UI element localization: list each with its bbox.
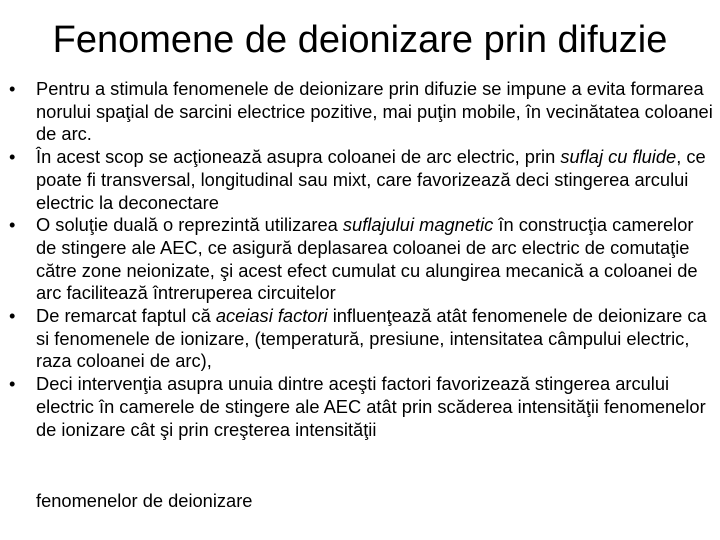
bullet-icon: • [9,305,16,327]
bullet-text: influenţează atât fenomenele de deionizare ca si fenomenele de ionizare, (temperatură, presiune, intensitatea câmpului electric, raza coloanei de arc), [36,305,707,372]
bullet-text: , ce poate fi transversal, longitudinal sau mixt, care favorizează deci stingerea arcului electric la deconectare [36,146,706,213]
bullet-item [0,214,720,305]
bullet-icon: • [9,78,16,99]
bullet-item [0,305,720,373]
bullet-item [0,373,720,441]
bullet-text: Pentru a stimula fenomenele de deionizare prin difuzie se impune a evita formarea norului spaţial de sarcini electrice pozitive, mai puţin mobile, în vecinătatea coloanei de arc. [36,78,713,145]
bullet-icon: • [9,373,16,395]
bullet-text: în construcţia camerelor de stingere ale AEC, ce asigură deplasarea coloanei de arc electric de comutaţie către zone neionizate, şi acest efect cumulat cu alungirea mecanică a coloanei de arc facilitează întreruperea circuitelor [36,214,698,304]
slide-title: Fenomene de deionizare prin difuzie [52,19,668,61]
bullet-list [0,78,720,441]
bullet-text: Deci intervenţia asupra unuia dintre aceşti factori favorizează stingerea arcului electric în camerele de stingere ale AEC atât prin scăderea intensităţii fenomenelor de ionizare cât şi prin creşterea intensităţii [36,373,706,440]
bullet-text: În acest scop se acţionează asupra coloanei de arc electric, prin [36,146,561,168]
bullet-emphasis: aceiasi factori [215,305,328,327]
bullet-text: O soluţie duală o reprezintă utilizarea [36,214,343,236]
bullet-emphasis: suflaj cu fluide [560,146,677,168]
bullet-icon: • [9,146,16,168]
bullet-icon: • [9,214,16,236]
bullet-emphasis: suflajului magnetic [342,214,494,236]
trailing-text: fenomenelor de deionizare [36,490,253,511]
bullet-item [0,78,720,146]
bullet-item [0,146,720,214]
bullet-text: De remarcat faptul că [36,305,216,327]
